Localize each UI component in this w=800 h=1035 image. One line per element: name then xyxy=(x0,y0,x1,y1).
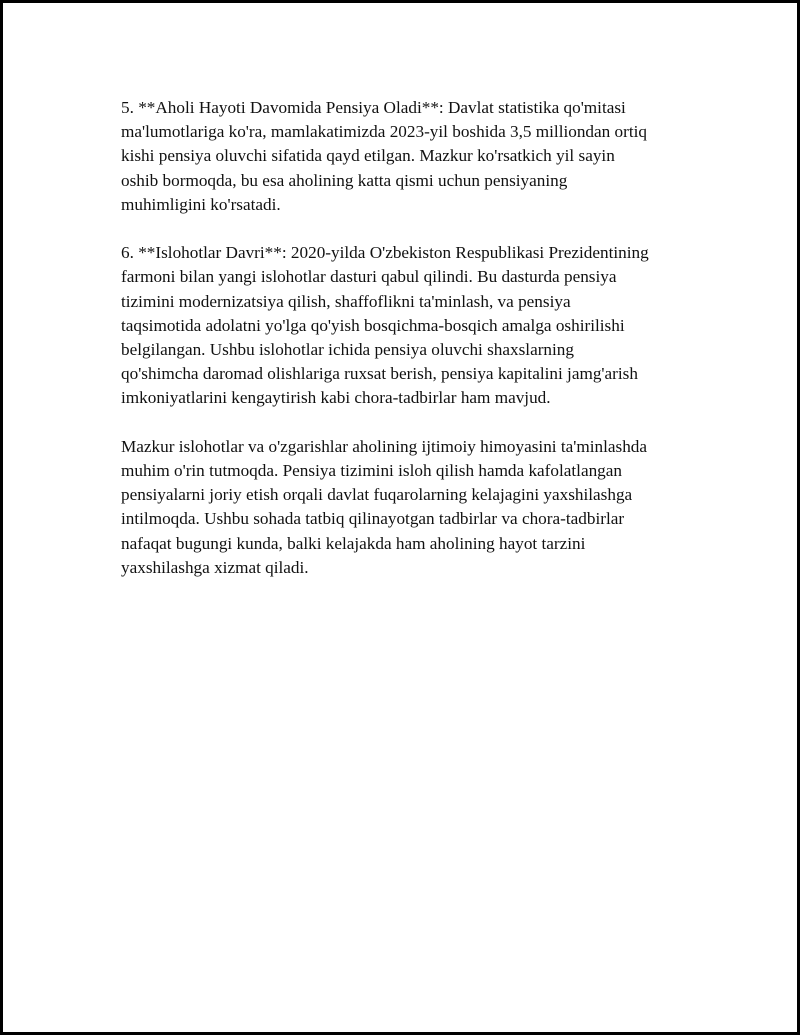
paragraph-reforms-period: 6. **Islohotlar Davri**: 2020-yilda O'zbekiston Respublikasi Prezidentining farmoni bilan yangi islohotlar dasturi qabul qilindi. Bu dasturda pensiya tizimini modernizatsiya qilish, shaffoflikni ta'minlash, va pensiya taqsimotida adolatni yo'lga qo'yish bosqichma-bosqich amalga oshirilishi belgilangan. Ushbu islohotlar ichida pensiya oluvchi shaxslarning qo'shimcha daromad olishlariga ruxsat berish, pensiya kapitalini jamg'arish imkoniyatlarini kengaytirish kabi chora-tadbirlar ham mavjud. xyxy=(121,243,649,408)
paragraph-conclusion: Mazkur islohotlar va o'zgarishlar aholining ijtimoiy himoyasini ta'minlashda muhim o'rin tutmoqda. Pensiya tizimini isloh qilish hamda kafolatlangan pensiyalarni joriy etish orqali davlat fuqarolarning kelajagini yaxshilashga intilmoqda. Ushbu sohada tatbiq qilinayotgan tadbirlar va chora-tadbirlar nafaqat bugungi kunda, balki kelajakda ham aholining hayot tarzini yaxshilashga xizmat qiladi. xyxy=(121,436,648,577)
document-body xyxy=(121,96,701,604)
paragraph-pension-recipients: 5. **Aholi Hayoti Davomida Pensiya Oladi**: Davlat statistika qo'mitasi ma'lumotlariga ko'ra, mamlakatimizda 2023-yil boshida 3,5 milliondan ortiq kishi pensiya oluvchi sifatida qayd etilgan. Mazkur ko'rsatkich yil sayin oshib bormoqda, bu esa aholining katta qismi uchun pensiyaning muhimligini ko'rsatadi. xyxy=(121,98,648,214)
